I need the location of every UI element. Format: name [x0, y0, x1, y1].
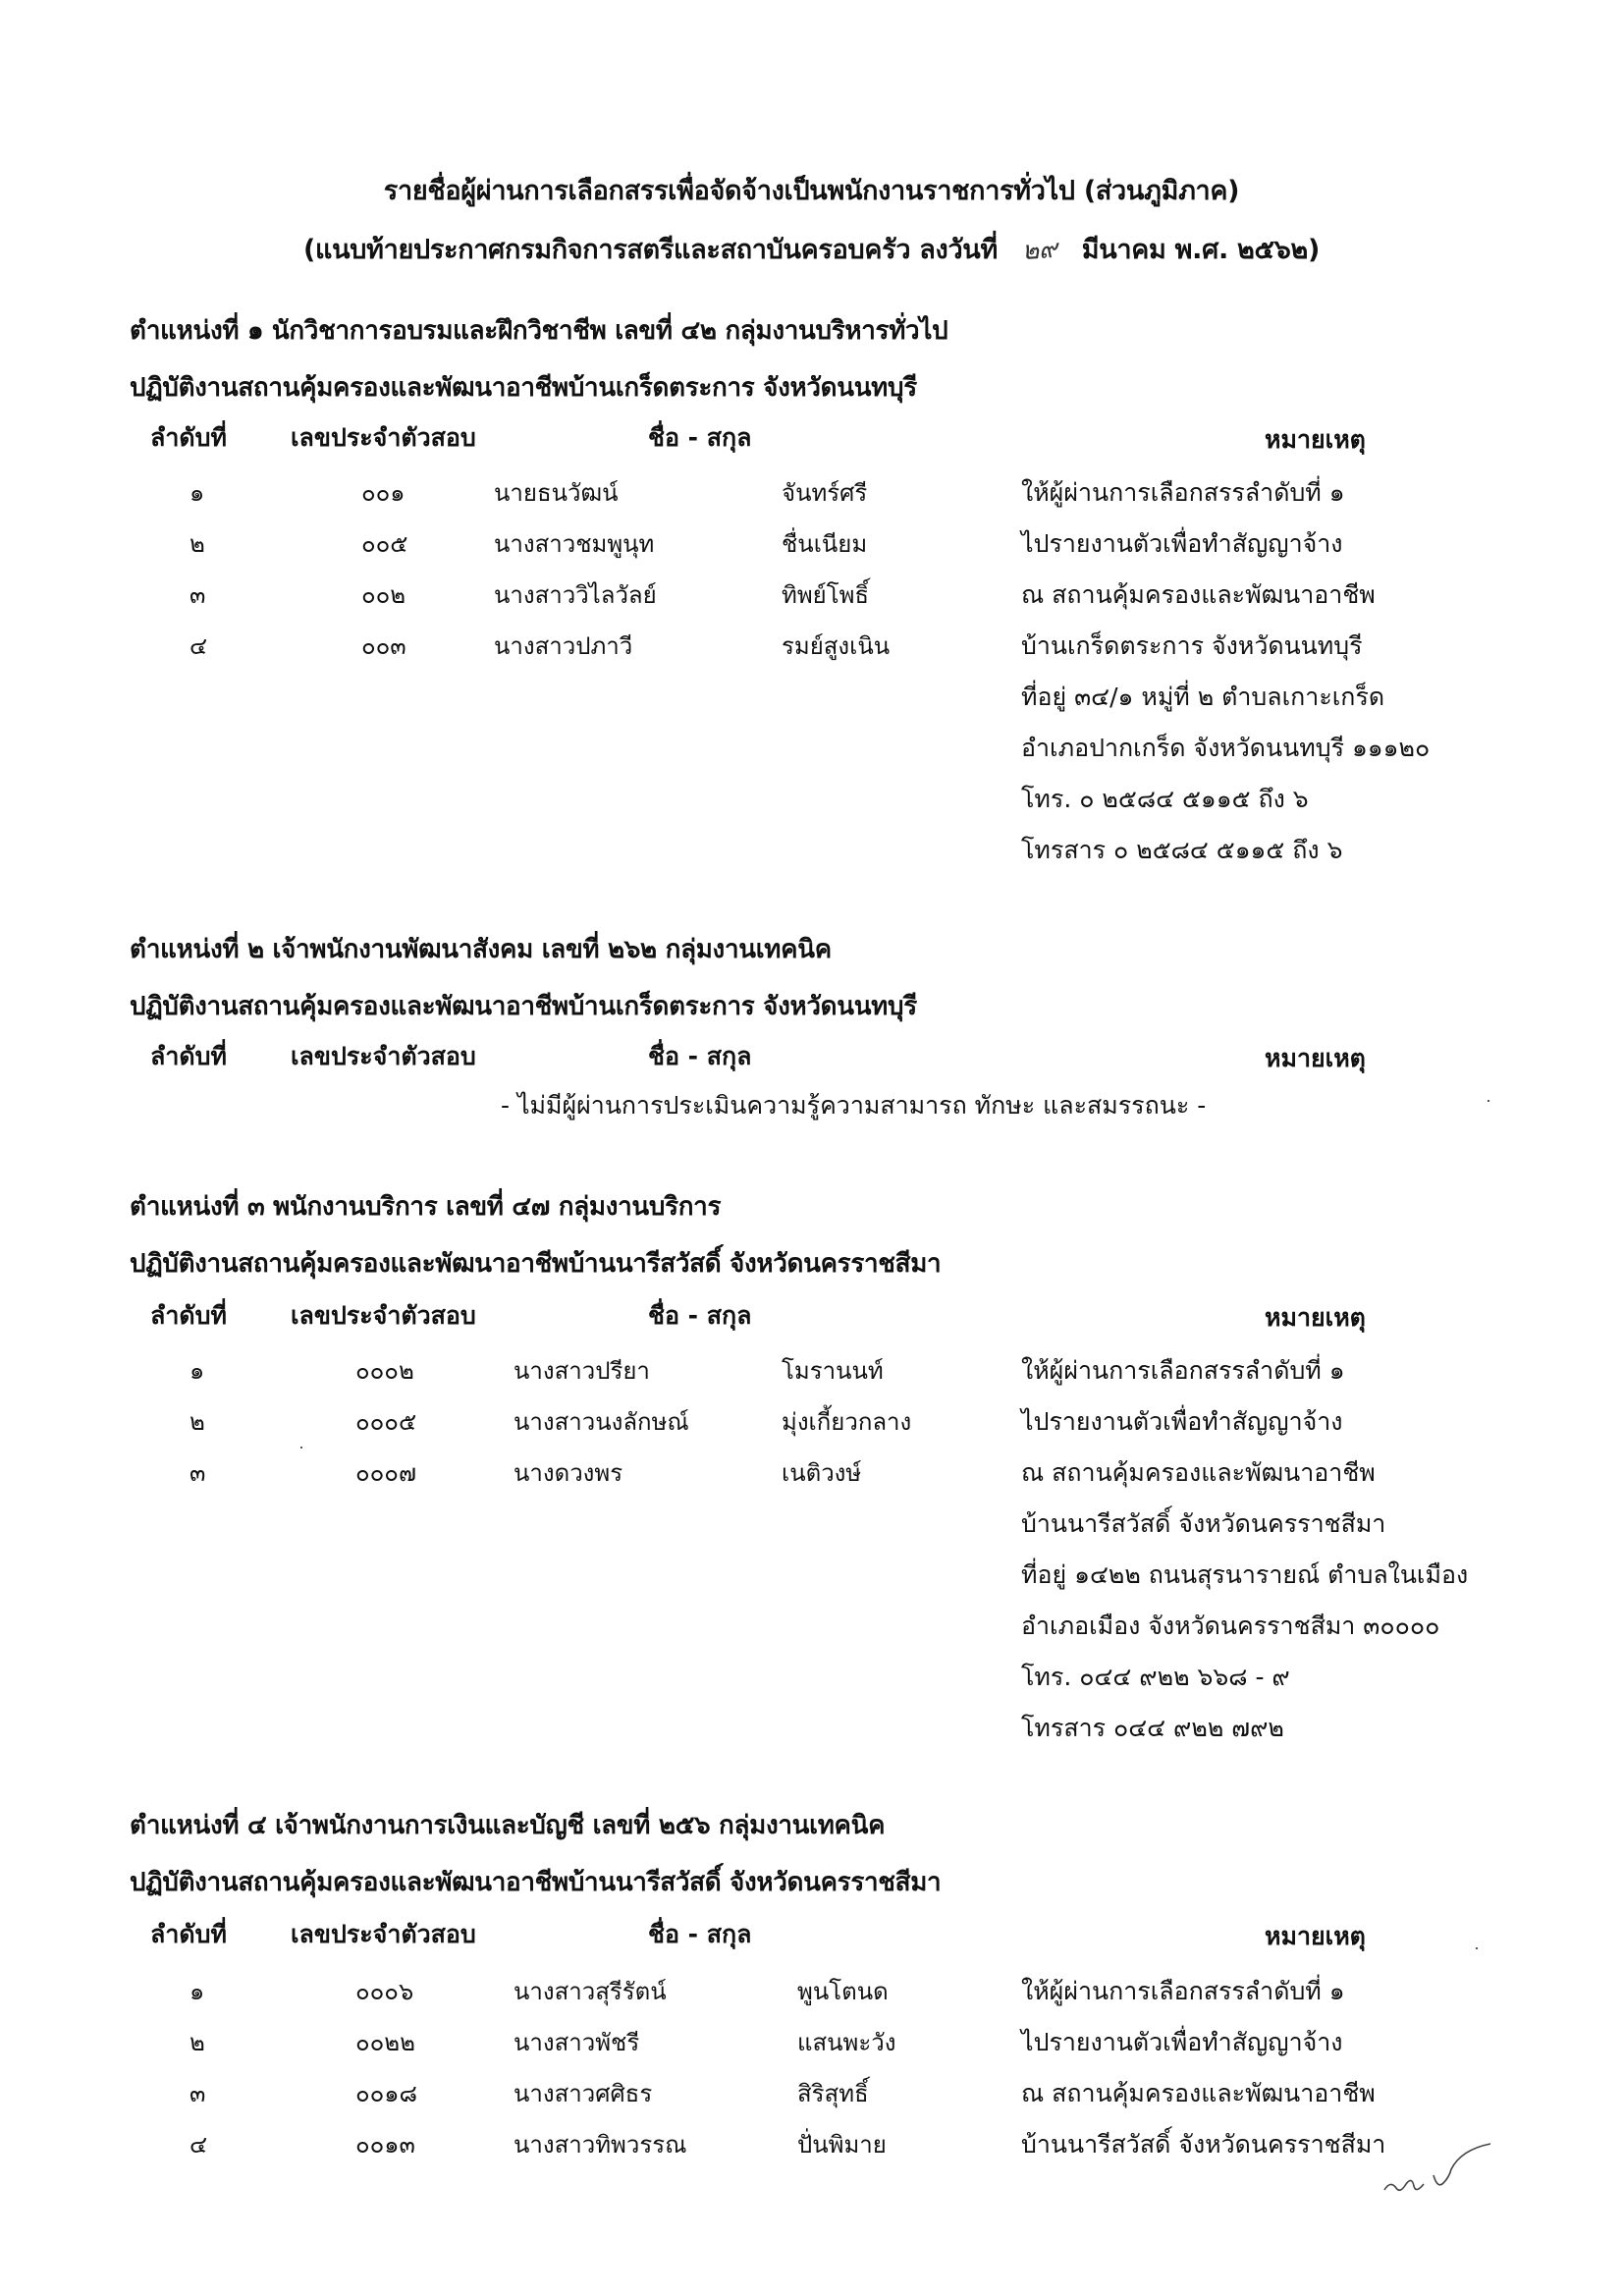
row-first-name: นางสาวสุรีรัตน์	[514, 1978, 667, 2005]
row-order: ๑	[189, 1357, 205, 1385]
row-exam-id: ๐๐๑	[361, 479, 406, 507]
remark-line: โทร. ๐๔๔ ๙๒๒ ๖๖๘ - ๙	[1021, 1663, 1290, 1691]
position-heading: ตำแหน่งที่ ๔ เจ้าพนักงานการเงินและบัญชี เลขที่ ๒๕๖ กลุ่มงานเทคนิค	[130, 1811, 886, 1840]
row-last-name: จันทร์ศรี	[782, 479, 868, 507]
remark-line: ณ สถานคุ้มครองและพัฒนาอาชีพ	[1021, 2079, 1376, 2107]
row-last-name: มุ่งเกี้ยวกลาง	[782, 1408, 912, 1436]
header-exam-id: เลขประจำตัวสอบ	[291, 423, 476, 452]
handwritten-signature-mark	[1375, 2136, 1512, 2205]
header-order: ลำดับที่	[150, 423, 227, 452]
remark-line: บ้านเกร็ดตระการ จังหวัดนนทบุรี	[1021, 631, 1363, 660]
header-remark: หมายเหตุ	[1265, 425, 1366, 454]
row-first-name: นางสาวชมพูนุท	[494, 530, 655, 558]
row-exam-id: ๐๐๐๒	[355, 1357, 414, 1385]
header-name: ชื่อ - สกุล	[648, 1042, 752, 1070]
remark-line: ให้ผู้ผ่านการเลือกสรรลำดับที่ ๑	[1021, 478, 1345, 507]
scan-speck	[1488, 1100, 1489, 1102]
header-exam-id: เลขประจำตัวสอบ	[291, 1301, 476, 1330]
remark-line: ไปรายงานตัวเพื่อทำสัญญาจ้าง	[1021, 1407, 1343, 1436]
row-first-name: นางสาวนงลักษณ์	[514, 1408, 689, 1436]
row-exam-id: ๐๐๒	[361, 581, 406, 609]
remark-line: ณ สถานคุ้มครองและพัฒนาอาชีพ	[1021, 1458, 1376, 1487]
header-exam-id: เลขประจำตัวสอบ	[291, 1920, 476, 1948]
remark-line: โทรสาร ๐๔๔ ๙๒๒ ๗๙๒	[1021, 1714, 1284, 1742]
row-last-name: ทิพย์โพธิ์	[782, 581, 870, 609]
remark-line: อำเภอปากเกร็ด จังหวัดนนทบุรี ๑๑๑๒๐	[1021, 734, 1431, 762]
no-passing-candidates-note: - ไม่มีผู้ผ่านการประเมินความรู้ความสามารถ ทักษะ และสมรรถนะ -	[501, 1091, 1207, 1120]
remark-line: ณ สถานคุ้มครองและพัฒนาอาชีพ	[1021, 580, 1376, 609]
header-remark: หมายเหตุ	[1265, 1303, 1366, 1332]
position-heading: ตำแหน่งที่ ๑ นักวิชาการอบรมและฝึกวิชาชีพ เลขที่ ๔๒ กลุ่มงานบริหารทั่วไป	[130, 316, 948, 346]
row-first-name: นางสาวศศิธร	[514, 2080, 653, 2107]
remark-line: ที่อยู่ ๓๔/๑ หมู่ที่ ๒ ตำบลเกาะเกร็ด	[1021, 683, 1385, 711]
header-name: ชื่อ - สกุล	[648, 1920, 752, 1948]
row-last-name: โมรานนท์	[782, 1357, 884, 1385]
row-exam-id: ๐๐๒๒	[355, 2029, 415, 2056]
remark-line: ให้ผู้ผ่านการเลือกสรรลำดับที่ ๑	[1021, 1356, 1345, 1385]
row-order: ๓	[189, 2080, 206, 2107]
row-exam-id: ๐๐๑๓	[355, 2131, 415, 2159]
row-last-name: แสนพะวัง	[797, 2029, 896, 2056]
document-title: รายชื่อผู้ผ่านการเลือกสรรเพื่อจัดจ้างเป็นพนักงานราชการทั่วไป (ส่วนภูมิภาค)	[383, 176, 1240, 206]
workplace-line: ปฏิบัติงานสถานคุ้มครองและพัฒนาอาชีพบ้านนารีสวัสดิ์ จังหวัดนครราชสีมา	[130, 1868, 942, 1897]
row-exam-id: ๐๐๓	[361, 632, 406, 660]
remark-line: โทรสาร ๐ ๒๕๘๔ ๕๑๑๕ ถึง ๖	[1021, 836, 1343, 864]
header-exam-id: เลขประจำตัวสอบ	[291, 1042, 476, 1070]
row-first-name: นางสาวพัชรี	[514, 2029, 640, 2056]
row-order: ๒	[189, 2029, 205, 2056]
row-first-name: นางสาววิไลวัลย์	[494, 581, 657, 609]
workplace-line: ปฏิบัติงานสถานคุ้มครองและพัฒนาอาชีพบ้านเกร็ดตระการ จังหวัดนนทบุรี	[130, 992, 917, 1021]
header-name: ชื่อ - สกุล	[648, 1301, 752, 1330]
row-first-name: นางดวงพร	[514, 1459, 623, 1487]
header-remark: หมายเหตุ	[1265, 1922, 1366, 1950]
row-last-name: ปั่นพิมาย	[797, 2131, 887, 2159]
row-last-name: สิริสุทธิ์	[797, 2080, 869, 2107]
row-order: ๒	[189, 1408, 205, 1436]
row-exam-id: ๐๐๐๖	[355, 1978, 414, 2005]
scan-speck	[300, 1447, 302, 1449]
remark-line: บ้านนารีสวัสดิ์ จังหวัดนครราชสีมา	[1021, 2130, 1386, 2159]
remark-line: ให้ผู้ผ่านการเลือกสรรลำดับที่ ๑	[1021, 1977, 1345, 2005]
row-order: ๔	[189, 2131, 208, 2159]
row-last-name: รมย์สูงเนิน	[782, 632, 891, 660]
row-order: ๒	[189, 530, 205, 558]
subtitle-prefix: (แนบท้ายประกาศกรมกิจการสตรีและสถาบันครอบครัว ลงวันที่	[302, 235, 998, 265]
header-order: ลำดับที่	[150, 1920, 227, 1948]
scan-speck	[1476, 1947, 1478, 1949]
row-order: ๔	[189, 632, 208, 660]
row-order: ๓	[189, 581, 206, 609]
remark-line: โทร. ๐ ๒๕๘๔ ๕๑๑๕ ถึง ๖	[1021, 785, 1309, 813]
workplace-line: ปฏิบัติงานสถานคุ้มครองและพัฒนาอาชีพบ้านเกร็ดตระการ จังหวัดนนทบุรี	[130, 373, 917, 403]
row-exam-id: ๐๐๐๕	[355, 1408, 417, 1436]
row-order: ๑	[189, 1978, 205, 2005]
position-heading: ตำแหน่งที่ ๒ เจ้าพนักงานพัฒนาสังคม เลขที่ ๒๖๒ กลุ่มงานเทคนิค	[130, 935, 832, 964]
row-order: ๑	[189, 479, 205, 507]
header-remark: หมายเหตุ	[1265, 1044, 1366, 1072]
row-exam-id: ๐๐๕	[361, 530, 408, 558]
remark-line: อำเภอเมือง จังหวัดนครราชสีมา ๓๐๐๐๐	[1021, 1612, 1440, 1640]
row-last-name: ชื่นเนียม	[782, 530, 868, 558]
row-exam-id: ๐๐๐๗	[355, 1459, 416, 1487]
row-first-name: นางสาวปภาวี	[494, 632, 633, 660]
workplace-line: ปฏิบัติงานสถานคุ้มครองและพัฒนาอาชีพบ้านนารีสวัสดิ์ จังหวัดนครราชสีมา	[130, 1249, 942, 1279]
subtitle-suffix: มีนาคม พ.ศ. ๒๕๖๒)	[1081, 235, 1321, 265]
row-first-name: นางสาวทิพวรรณ	[514, 2131, 687, 2159]
row-first-name: นายธนวัฒน์	[494, 479, 619, 507]
handwritten-day: ๒๙	[1021, 234, 1058, 267]
header-name: ชื่อ - สกุล	[648, 423, 752, 452]
row-first-name: นางสาวปรียา	[514, 1357, 650, 1385]
remark-line: ที่อยู่ ๑๔๒๒ ถนนสุรนารายณ์ ตำบลในเมือง	[1021, 1560, 1469, 1589]
header-order: ลำดับที่	[150, 1042, 227, 1070]
remark-line: บ้านนารีสวัสดิ์ จังหวัดนครราชสีมา	[1021, 1509, 1386, 1538]
document-subtitle	[0, 228, 1623, 270]
row-order: ๓	[189, 1459, 206, 1487]
position-heading: ตำแหน่งที่ ๓ พนักงานบริการ เลขที่ ๔๗ กลุ่มงานบริการ	[130, 1192, 722, 1222]
row-last-name: เนติวงษ์	[782, 1459, 862, 1487]
row-last-name: พูนโตนด	[797, 1978, 889, 2005]
row-exam-id: ๐๐๑๘	[355, 2080, 418, 2107]
remark-line: ไปรายงานตัวเพื่อทำสัญญาจ้าง	[1021, 2028, 1343, 2056]
remark-line: ไปรายงานตัวเพื่อทำสัญญาจ้าง	[1021, 529, 1343, 558]
header-order: ลำดับที่	[150, 1301, 227, 1330]
